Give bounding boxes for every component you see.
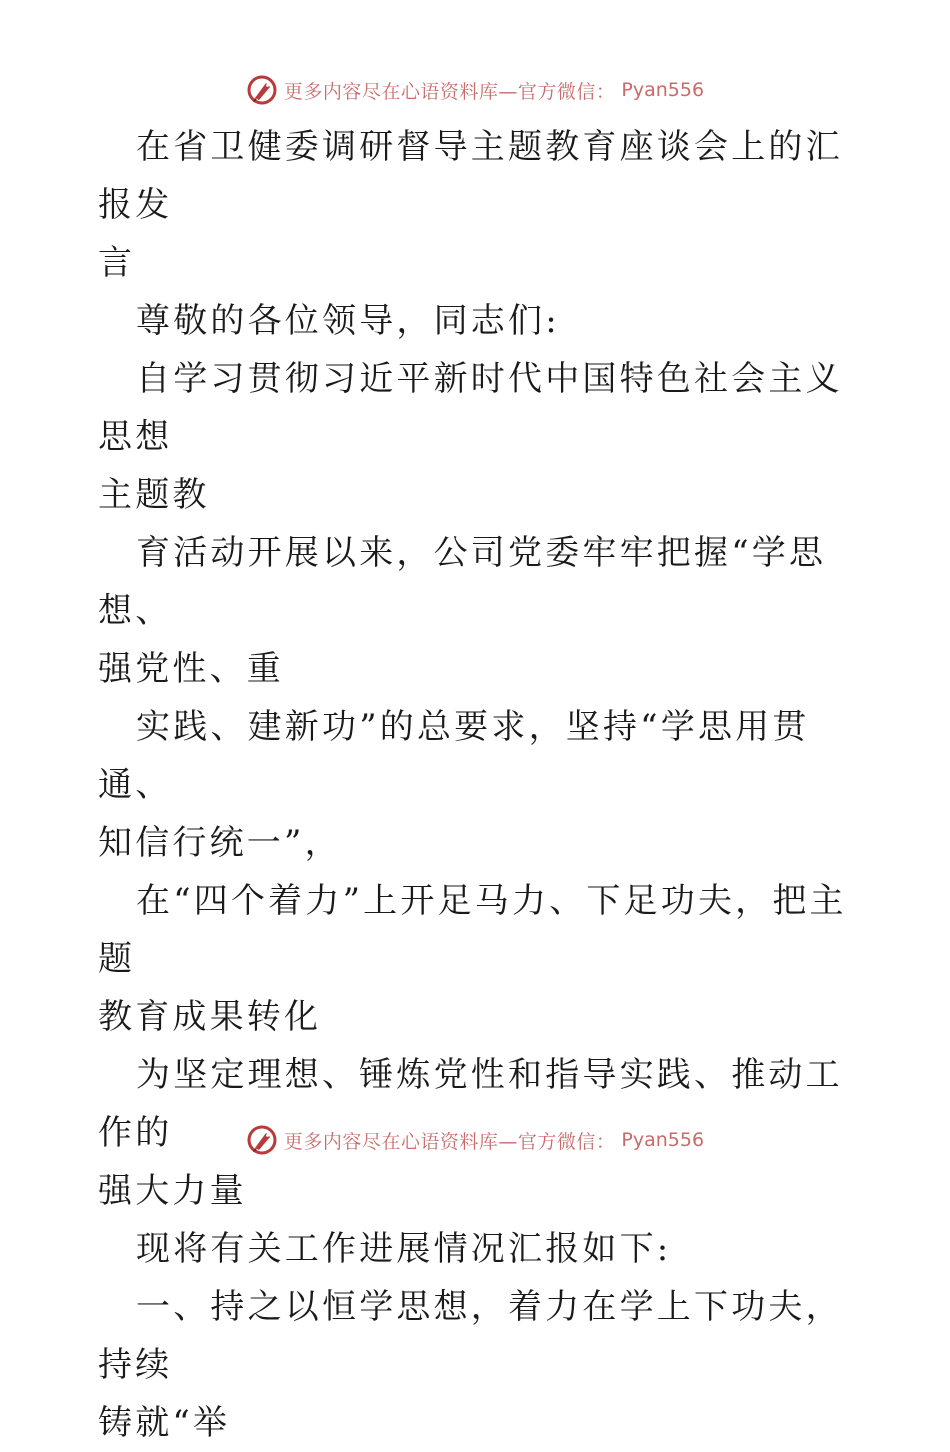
paragraph-line: 在“四个着力”上开足马力、下足功夫，把主题 xyxy=(98,881,847,979)
paragraph-line: 知信行统一”， xyxy=(98,823,342,863)
footer-banner-label: 更多内容尽在心语资料库—官方微信： xyxy=(283,1130,616,1153)
header-watermark-banner xyxy=(0,70,950,110)
paragraph-line: 一、持之以恒学思想，着力在学上下功夫，持续 xyxy=(98,1287,843,1385)
paragraph-line: 教育成果转化 xyxy=(98,997,322,1037)
paragraph-line: 主题教 xyxy=(98,475,210,515)
paragraph-line: 言 xyxy=(98,243,136,283)
footer-wechat-id: Pyan556 xyxy=(621,1129,705,1151)
doc-title xyxy=(98,118,868,292)
salutation xyxy=(98,292,868,350)
paragraph xyxy=(98,1220,868,1278)
paragraph-line: 育活动开展以来，公司党委牢牢把握“学思想、 xyxy=(98,533,827,631)
paragraph-line: 铸就“举 xyxy=(98,1403,231,1443)
paragraph-line: 现将有关工作进展情况汇报如下: xyxy=(136,1229,672,1269)
paragraph-line: 强党性、重 xyxy=(98,649,284,689)
paragraph xyxy=(98,524,868,698)
paragraph-line: 自学习贯彻习近平新时代中国特色社会主义思想 xyxy=(98,359,843,457)
paragraph xyxy=(98,350,868,524)
section-heading xyxy=(98,1278,868,1452)
paragraph-line: 强大力量 xyxy=(98,1171,247,1211)
paragraph-line: 尊敬的各位领导，同志们: xyxy=(136,301,560,341)
document-body xyxy=(98,118,868,1452)
footer-watermark-banner xyxy=(0,1120,950,1160)
paragraph xyxy=(98,698,868,872)
pen-nib-logo-icon xyxy=(246,74,278,106)
pen-nib-logo-icon xyxy=(246,1124,278,1156)
paragraph-line: 为坚定理想、锤炼党性和指导实践、推动工作的 xyxy=(98,1055,843,1153)
paragraph-line: 在省卫健委调研督导主题教育座谈会上的汇报发 xyxy=(98,127,843,225)
paragraph xyxy=(98,872,868,1046)
paragraph-line: 实践、建新功”的总要求，坚持“学思用贯通、 xyxy=(98,707,810,805)
header-banner-label: 更多内容尽在心语资料库—官方微信： xyxy=(283,80,616,103)
header-wechat-id: Pyan556 xyxy=(621,79,705,101)
